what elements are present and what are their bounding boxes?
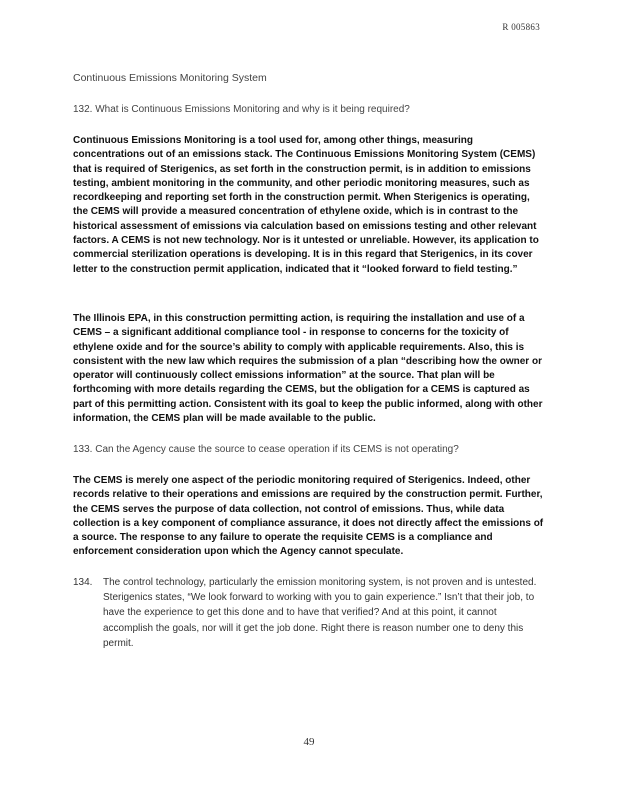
answer-text: The CEMS is merely one aspect of the periodic monitoring required of Sterigenics. Indeed, other records relative to their operations and emissions are required by the construction permit. Further, the CEMS serves the purpose of data collection, not control of emissions. Thus, while data collection is a key component of compliance assurance, it does not directly affect the emissions of a source. The response to any failure to operate the requisite CEMS is a compliance and enforcement consideration upon which the Agency cannot speculate. [73, 475, 544, 558]
answer-133 [73, 474, 545, 560]
answer-text: Continuous Emissions Monitoring is a tool used for, among other things, measuring concentrations out of an emissions stack. The Continuous Emissions Monitoring System (CEMS) that is required of Sterigenics, as set forth in the construction permit, is in addition to emissions testing, ambient monitoring in the community, and other periodic monitoring measures, such as recordkeeping and reporting set forth in the construction permit. When Sterigenics is operating, the CEMS will provide a measured concentration of ethylene oxide, which is in contrast to the historical assessment of emissions via calculation based on emissions testing and other relevant factors. A CEMS is not new technology. Nor is it untested or unreliable. However, its application to commercial sterilization operations is developing. It is in this regard that Sterigenics, in its cover letter to the construction permit application, indicated that it “looked forward to field testing.” [73, 135, 539, 275]
answer-text: The Illinois EPA, in this construction permitting action, is requiring the installation and use of a CEMS – a significant additional compliance tool - in response to concerns for the toxicity of ethylene oxide and for the source’s ability to comply with applicable requirements. Also, this is consistent with the new law which requires the submission of a plan “describing how the owner or operator will continuously collect emissions information” at the source. That plan will be forthcoming with more details regarding the CEMS, but the obligation for a CEMS is captured as part of this permitting action. Consistent with its goal to keep the public informed, along with other information, the CEMS plan will be made available to the public. [73, 313, 543, 425]
comment-text: The control technology, particularly the emission monitoring system, is not proven and is untested. Sterigenics states, “We look forward to working with you to gain experience.” Isn’t that their job, to have the experience to get this done and to have that verified? And at this point, it cannot accomplish the goals, nor will it get the job done. Right there is reason number one to deny this permit. [103, 577, 537, 649]
comment-number: 134. [73, 577, 93, 588]
bates-number: R 005863 [502, 22, 540, 32]
question-133: 133. Can the Agency cause the source to cease operation if its CEMS is not operating? [73, 444, 459, 455]
page-number: 49 [303, 736, 315, 748]
answer-132-paragraph-2 [73, 312, 545, 426]
answer-132-paragraph-1 [73, 134, 545, 277]
comment-134 [73, 575, 545, 651]
question-132: 132. What is Continuous Emissions Monitoring and why is it being required? [73, 104, 410, 115]
section-title: Continuous Emissions Monitoring System [73, 72, 267, 84]
